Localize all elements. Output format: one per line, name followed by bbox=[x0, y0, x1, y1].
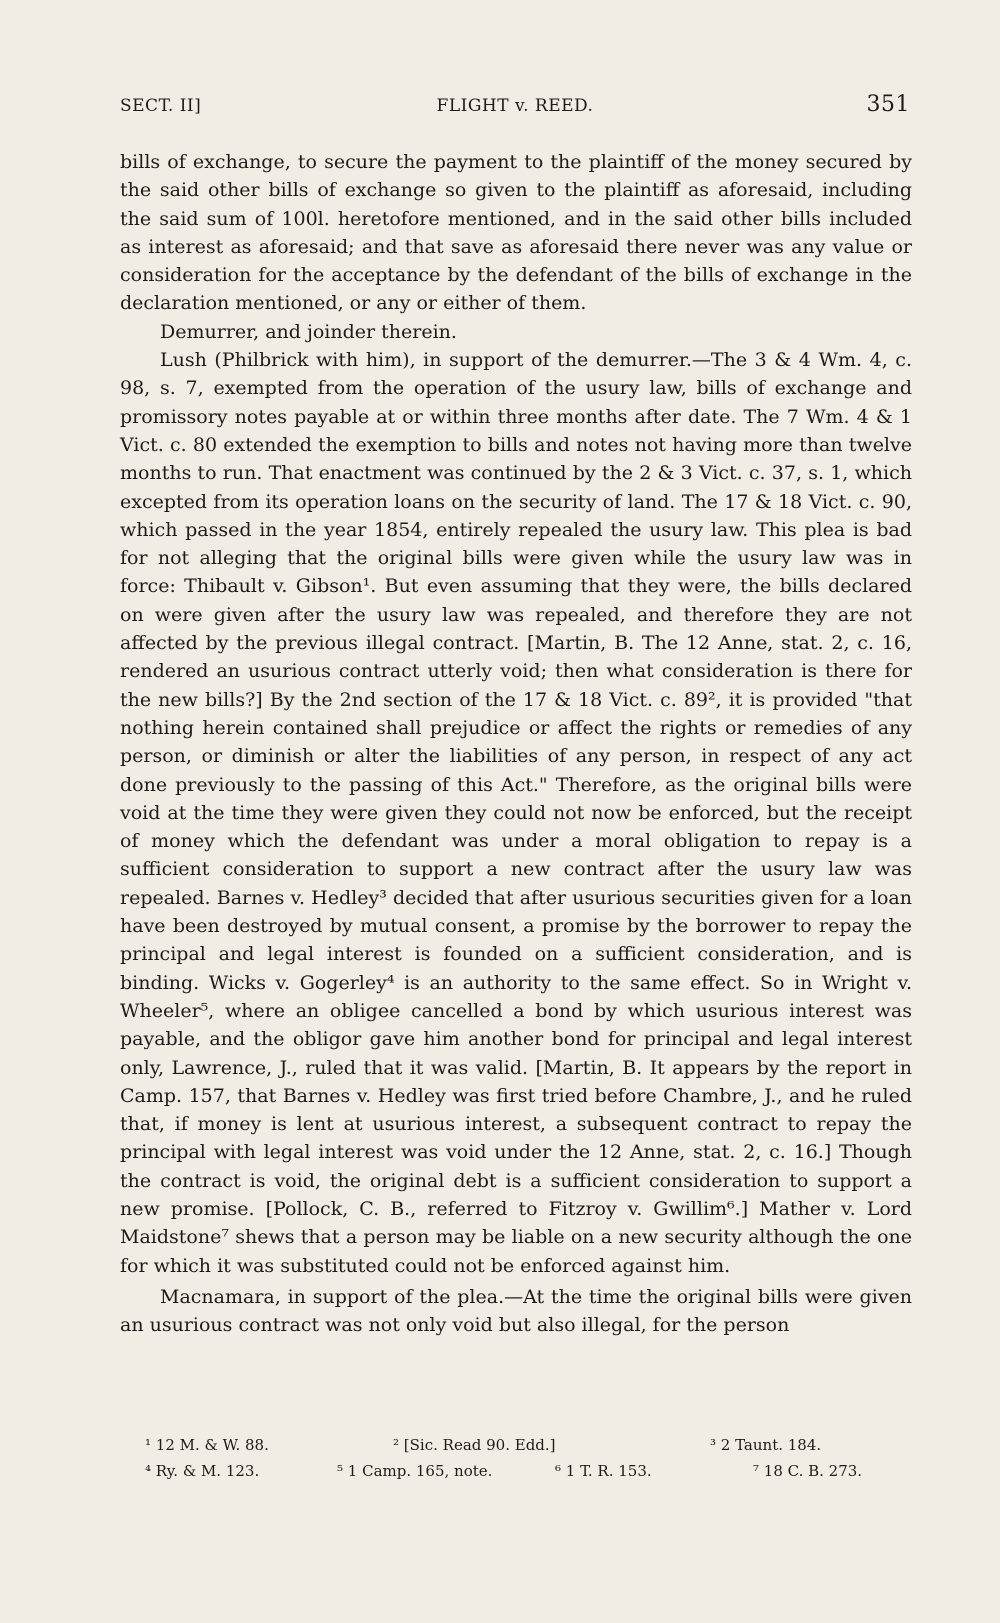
case-title: FLIGHT v. REED. bbox=[436, 96, 594, 116]
footnote-5: ⁵ 1 Camp. 165, note. bbox=[337, 1462, 493, 1480]
footnote-row bbox=[145, 1458, 905, 1484]
paragraph-lush-argument: Lush (Philbrick with him), in support of the demurrer.—The 3 & 4 Wm. 4, c. 98, s. 7, exempted from the operation of the usury law, bills of exchange and promissory notes payable at or within three months after date. The 7 Wm. 4 & 1 Vict. c. 80 extended the exemption to bills and notes not having more than twelve months to run. That enactment was continued by the 2 & 3 Vict. c. 37, s. 1, which excepted from its operation loans on the security of land. The 17 & 18 Vict. c. 90, which passed in the year 1854, entirely repealed the usury law. This plea is bad for not alleging that the original bills were given while the usury law was in force: Thibault v. Gibson¹. But even assuming that they were, the bills declared on were given after the usury law was repealed, and therefore they are not affected by the previous illegal contract. [Martin, B. The 12 Anne, stat. 2, c. 16, rendered an usurious contract utterly void; then what consideration is there for the new bills?] By the 2nd section of the 17 & 18 Vict. c. 89², it is provided "that nothing herein contained shall prejudice or affect the rights or remedies of any person, or diminish or alter the liabilities of any person, in respect of any act done previously to the passing of this Act." Therefore, as the original bills were void at the time they were given they could not now be enforced, but the receipt of money which the defendant was under a moral obligation to repay is a sufficient consideration to support a new contract after the usury law was repealed. Barnes v. Hedley³ decided that after usurious securities given for a loan have been destroyed by mutual consent, a promise by the borrower to repay the principal and legal interest is founded on a sufficient consideration, and is binding. Wicks v. Gogerley⁴ is an authority to the same effect. So in Wright v. Wheeler⁵, where an obligee cancelled a bond by which usurious interest was payable, and the obligor gave him another bond for principal and legal interest only, Lawrence, J., ruled that it was valid. [Martin, B. It appears by the report in Camp. 157, that Barnes v. Hedley was first tried before Chambre, J., and he ruled that, if money is lent at usurious interest, a subsequent contract to repay the principal with legal interest was void under the 12 Anne, stat. 2, c. 16.] Though the contract is void, the original debt is a sufficient consideration to support a new promise. [Pollock, C. B., referred to Fitzroy v. Gwillim⁶.] Mather v. Lord Maidstone⁷ shews that a person may be liable on a new security although the one for which it was substituted could not be enforced against him. bbox=[120, 349, 912, 1277]
footnote-2: ² [Sic. Read 90. Edd.] bbox=[393, 1436, 556, 1454]
paragraph-demurrer: Demurrer, and joinder therein. bbox=[160, 320, 457, 343]
footnote-row bbox=[145, 1432, 905, 1458]
body-text bbox=[120, 148, 912, 1339]
footnote-3: ³ 2 Taunt. 184. bbox=[710, 1436, 822, 1454]
footnotes bbox=[145, 1432, 905, 1484]
running-head bbox=[120, 92, 910, 126]
page-number: 351 bbox=[866, 92, 910, 117]
footnote-7: ⁷ 18 C. B. 273. bbox=[753, 1462, 863, 1480]
footnote-1: ¹ 12 M. & W. 88. bbox=[145, 1436, 269, 1454]
paragraph-continuation: bills of exchange, to secure the payment to the plaintiff of the money secured by the said other bills of exchange so given to the plaintiff as aforesaid, including the said sum of 100l. heretofore mentioned, and in the said other bills included as interest as aforesaid; and that save as aforesaid there never was any value or consideration for the acceptance by the defendant of the bills of exchange in the declaration mentioned, or any or either of them. bbox=[120, 151, 912, 315]
footnote-6: ⁶ 1 T. R. 153. bbox=[555, 1462, 652, 1480]
paragraph-macnamara-argument: Macnamara, in support of the plea.—At the time the original bills were given an usurious contract was not only void but also illegal, for the person bbox=[120, 1285, 912, 1337]
section-label: SECT. II] bbox=[120, 96, 202, 116]
footnote-4: ⁴ Ry. & M. 123. bbox=[145, 1462, 260, 1480]
